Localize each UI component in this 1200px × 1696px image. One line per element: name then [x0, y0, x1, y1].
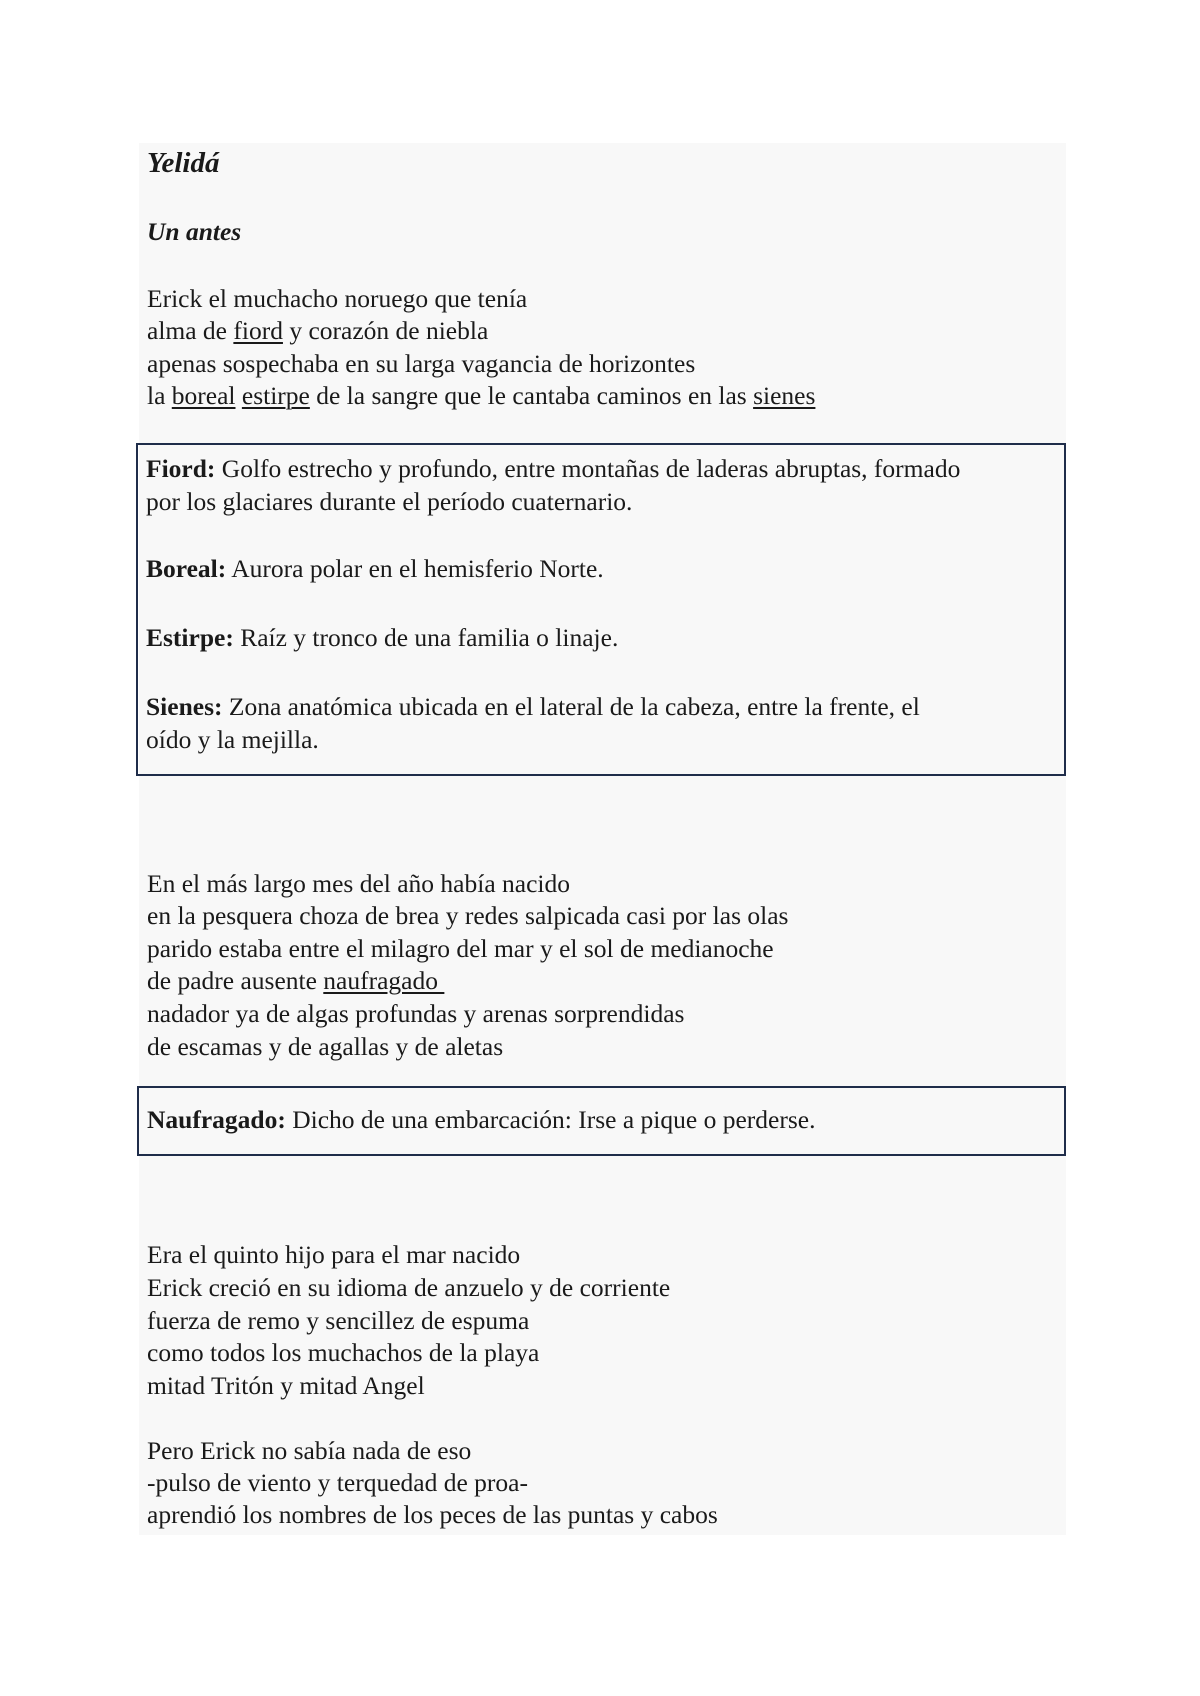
- stanza2-line2: en la pesquera choza de brea y redes salpicada casi por las olas: [147, 901, 789, 930]
- stanza1-line3: apenas sospechaba en su larga vagancia de horizontes: [147, 349, 696, 378]
- document-page: [139, 143, 1066, 1535]
- glossary-box-1: [136, 443, 1066, 776]
- definition-text: Dicho de una embarcación: Irse a pique o perderse.: [285, 1105, 816, 1134]
- definition-sienes: [146, 690, 920, 723]
- definition-estirpe: [146, 621, 618, 654]
- stanza1-line4: [147, 380, 815, 412]
- definition-fiord: [146, 452, 960, 485]
- term-estirpe: Estirpe:: [146, 623, 234, 652]
- poem-title: Yelidá: [147, 147, 220, 179]
- stanza3-line2: Erick creció en su idioma de anzuelo y de corriente: [147, 1273, 671, 1302]
- stanza4-line1: Pero Erick no sabía nada de eso: [147, 1436, 472, 1465]
- stanza3-line4: como todos los muchachos de la playa: [147, 1338, 540, 1367]
- definition-text: Zona anatómica ubicada en el lateral de la cabeza, entre la frente, el: [222, 692, 920, 721]
- definition-text: Golfo estrecho y profundo, entre montañas de laderas abruptas, formado: [215, 454, 961, 483]
- stanza3-line3: fuerza de remo y sencillez de espuma: [147, 1306, 530, 1335]
- glossary-word-estirpe: estirpe: [241, 381, 310, 410]
- glossary-word-sienes: sienes: [753, 381, 816, 410]
- text-span: de padre ausente: [147, 966, 324, 995]
- stanza3-line1: Era el quinto hijo para el mar nacido: [147, 1240, 521, 1269]
- term-boreal: Boreal:: [146, 554, 227, 583]
- stanza2-line4: [147, 965, 444, 997]
- text-span: de la sangre que le cantaba caminos en las: [309, 381, 754, 410]
- glossary-word-boreal: boreal: [171, 381, 236, 410]
- definition-boreal: [146, 552, 604, 585]
- term-naufragado: Naufragado:: [147, 1105, 286, 1134]
- stanza2-line1: En el más largo mes del año había nacido: [147, 869, 570, 898]
- term-sienes: Sienes:: [146, 692, 223, 721]
- definition-text: Aurora polar en el hemisferio Norte.: [226, 554, 604, 583]
- glossary-word-fiord: fiord: [233, 316, 283, 345]
- glossary-word-naufragado: naufragado: [323, 966, 445, 995]
- stanza1-line1: Erick el muchacho noruego que tenía: [147, 284, 528, 313]
- definition-text: Raíz y tronco de una familia o linaje.: [233, 623, 619, 652]
- text-span: y corazón de niebla: [282, 316, 489, 345]
- stanza2-line5: nadador ya de algas profundas y arenas sorprendidas: [147, 999, 685, 1028]
- text-span: la: [147, 381, 172, 410]
- stanza2-line6: de escamas y de agallas y de aletas: [147, 1032, 504, 1061]
- stanza4-line2: -pulso de viento y terquedad de proa-: [147, 1468, 528, 1497]
- definition-naufragado: [147, 1103, 815, 1136]
- text-span: alma de: [147, 316, 234, 345]
- poem-subtitle: Un antes: [147, 217, 242, 246]
- stanza1-line2: [147, 315, 488, 347]
- term-fiord: Fiord:: [146, 454, 216, 483]
- glossary-box-2: [137, 1086, 1066, 1156]
- definition-fiord-cont: por los glaciares durante el período cuaternario.: [146, 487, 633, 516]
- definition-sienes-cont: oído y la mejilla.: [146, 725, 319, 754]
- stanza2-line3: parido estaba entre el milagro del mar y el sol de medianoche: [147, 934, 774, 963]
- stanza3-line5: mitad Tritón y mitad Angel: [147, 1371, 425, 1400]
- stanza4-line3: aprendió los nombres de los peces de las puntas y cabos: [147, 1500, 718, 1529]
